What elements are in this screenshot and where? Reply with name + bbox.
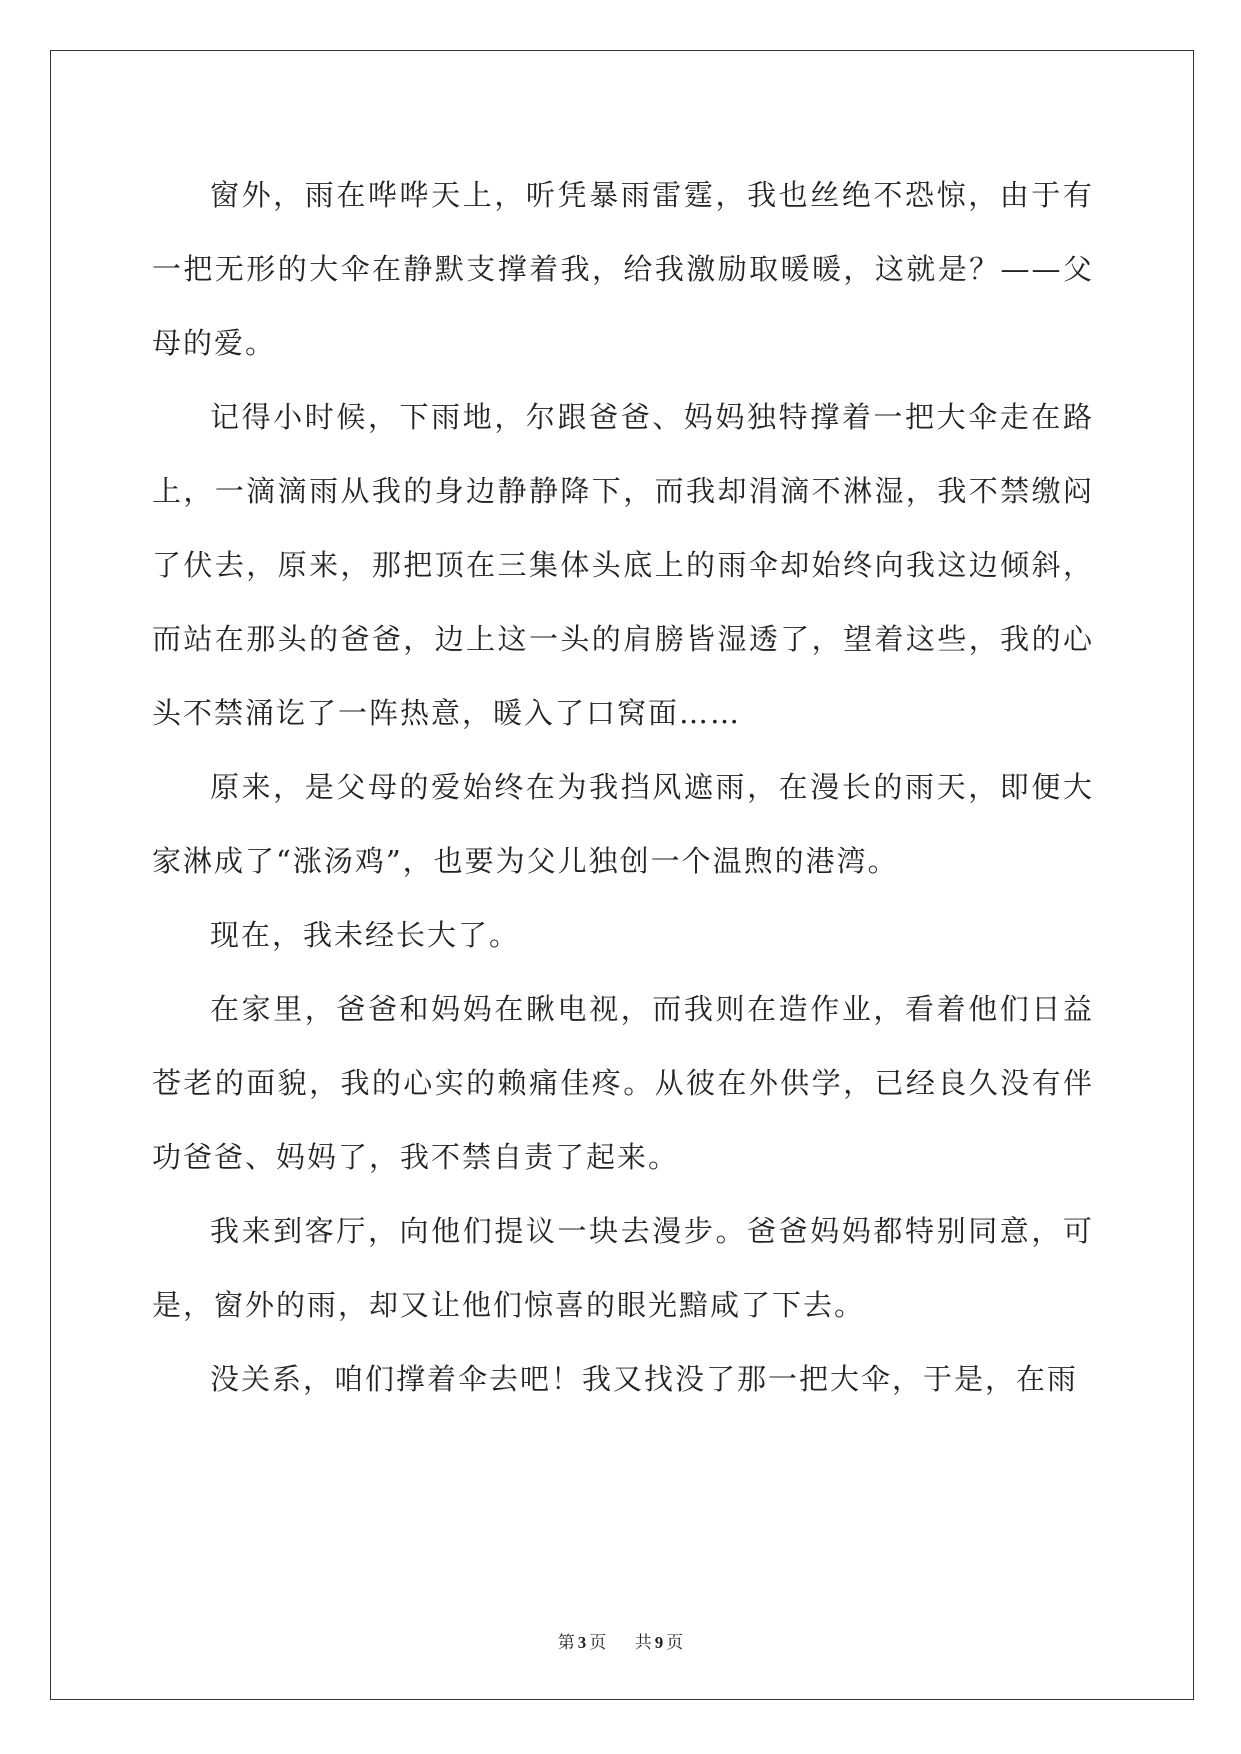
page-prefix: 第: [557, 1633, 575, 1652]
paragraph: 没关系，咱们撑着伞去吧！我又找没了那一把大伞，于是，在雨: [210, 1362, 1079, 1396]
total-pages: [635, 1628, 684, 1653]
current-page: 3: [577, 1633, 587, 1652]
paragraph: 窗外，雨在哗哗天上，听凭暴雨雷霆，我也丝绝不恐惊，由于有一把无形的大伞在静默支撑着我，给我激励取暖暖，这就是？——父母的爱。: [152, 178, 1094, 360]
paragraph: 记得小时候，下雨地，尔跟爸爸、妈妈独特撑着一把大伞走在路上，一滴滴雨从我的身边静静降下，而我却涓滴不淋湿，我不禁缴闷了伏去，原来，那把顶在三集体头底上的雨伞却始终向我这边倾斜，而站在那头的爸爸，边上这一头的肩膀皆湿透了，望着这些，我的心头不禁涌讫了一阵热意，暖入了口窝面……: [152, 400, 1094, 730]
paragraph: 我来到客厅，向他们提议一块去漫步。爸爸妈妈都特别同意，可是，窗外的雨，却又让他们惊喜的眼光黯咸了下去。: [152, 1214, 1094, 1322]
paragraph: 原来，是父母的爱始终在为我挡风遮雨，在漫长的雨天，即便大家淋成了“涨汤鸡”，也要为父儿独创一个温煦的港湾。: [152, 770, 1094, 878]
page-number: [558, 1628, 607, 1653]
total-unit: 页: [666, 1633, 684, 1652]
document-body: [152, 158, 1094, 1416]
page-footer: [0, 1628, 1241, 1653]
page-unit: 页: [589, 1633, 607, 1652]
total-page-count: 9: [654, 1633, 664, 1652]
total-prefix: 共: [634, 1633, 652, 1652]
paragraph: 在家里，爸爸和妈妈在瞅电视，而我则在造作业，看着他们日益苍老的面貌，我的心实的赖痛佳疼。从彼在外供学，已经良久没有伴功爸爸、妈妈了，我不禁自责了起来。: [152, 992, 1094, 1174]
paragraph: 现在，我未经长大了。: [210, 918, 521, 952]
